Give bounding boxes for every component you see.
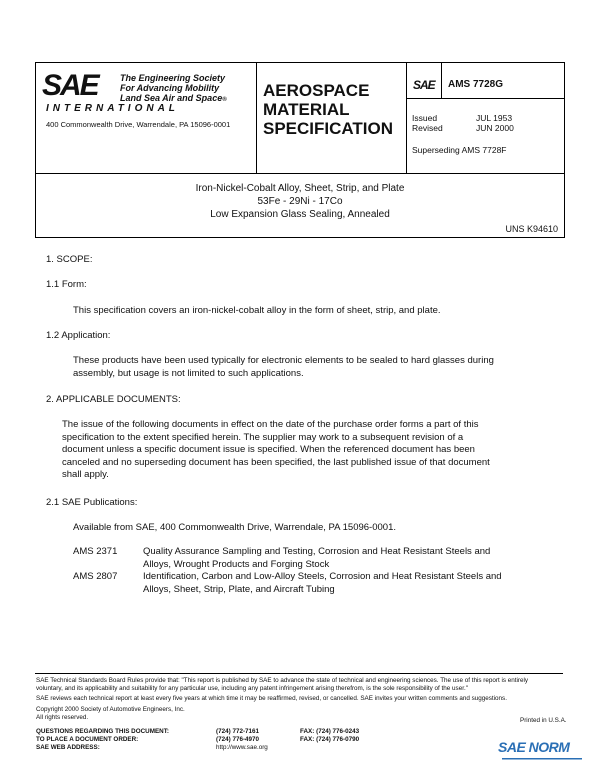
section-scope-heading: 1. SCOPE: xyxy=(46,254,93,265)
applicable-docs-paragraph: The issue of the following documents in effect on the date of the purchase order forms a part of this specification to the extent specified herein. The supplier may work to a subsequent revision of a document unless a specific document issue is specified. When the referenced document has been canceled and no superseding document has been specified, the last published issue of that document shall apply. xyxy=(62,419,490,480)
questions-phone: (724) 772-7161 xyxy=(216,728,260,735)
sae-logo: SAE xyxy=(42,69,98,102)
questions-fax: FAX: (724) 776-0243 xyxy=(300,728,360,735)
ref-title: Identification, Carbon and Low-Alloy Steels, Corrosion and Heat Resistant Steels and Alloys, Sheet, Strip, Plate, and Aircraft Tubing xyxy=(143,571,502,595)
section-form-heading: 1.1 Form: xyxy=(46,279,87,290)
sae-norm-watermark: SAE NORM xyxy=(498,739,570,755)
web-label: SAE WEB ADDRESS: xyxy=(36,744,100,751)
doc-type-title: AEROSPACE MATERIAL SPECIFICATION xyxy=(263,81,394,138)
superseding-note: Superseding AMS 7728F xyxy=(412,145,507,155)
ref-id: AMS 2807 xyxy=(73,571,118,582)
divider xyxy=(441,63,442,98)
issued-label: Issued xyxy=(412,113,438,123)
issued-value: JUL 1953 xyxy=(476,113,513,123)
title-block xyxy=(35,172,565,238)
printed-in: Printed in U.S.A. xyxy=(520,717,567,724)
divider xyxy=(406,63,407,173)
revised-label: Revised xyxy=(412,123,443,133)
section-sae-publications-heading: 2.1 SAE Publications: xyxy=(46,497,138,508)
section-application-text-2: assembly, but usage is not limited to such applications. xyxy=(73,368,304,379)
title-line-3: Low Expansion Glass Sealing, Annealed xyxy=(210,209,390,220)
footer-disclaimer: SAE Technical Standards Board Rules provide that: "This report is published by SAE to advance the state of technical and engineering sciences. The use of this report is entirely voluntary, and its applicability and suitability for any particular use, including any patent infringement arising therefrom, is the sole responsibility of the user." SAE reviews each technical report at least every five years at which time it may be reaffirmed, revised, or cancelled. SAE invites your written comments and suggestions. Copyright 2000 Society of Automotive Engineers, Inc. All rights reserved. xyxy=(36,677,529,721)
sae-tagline: The Engineering Society For Advancing Mobility Land Sea Air and Space® xyxy=(120,73,227,103)
order-phone: (724) 776-4970 xyxy=(216,736,260,743)
section-applicable-docs-heading: 2. APPLICABLE DOCUMENTS: xyxy=(46,394,181,405)
order-label: TO PLACE A DOCUMENT ORDER: xyxy=(36,736,139,743)
section-application-text-1: These products have been used typically for electronic elements to be sealed to hard glasses during xyxy=(73,355,494,366)
section-form-text: This specification covers an iron-nickel-cobalt alloy in the form of sheet, strip, and plate. xyxy=(73,305,441,316)
web-url[interactable]: http://www.sae.org xyxy=(216,744,268,751)
sae-address: 400 Commonwealth Drive, Warrendale, PA 15096-0001 xyxy=(46,120,231,129)
footer-divider xyxy=(35,673,563,674)
divider xyxy=(256,63,257,173)
divider xyxy=(406,98,564,99)
header-box xyxy=(35,62,565,174)
revised-value: JUN 2000 xyxy=(476,123,514,133)
ams-number: AMS 7728G xyxy=(448,79,504,90)
title-line-2: 53Fe - 29Ni - 17Co xyxy=(257,196,343,207)
sae-small-logo: SAE xyxy=(413,78,435,92)
sae-availability-text: Available from SAE, 400 Commonwealth Drive, Warrendale, PA 15096-0001. xyxy=(73,522,396,533)
title-line-1: Iron-Nickel-Cobalt Alloy, Sheet, Strip, and Plate xyxy=(195,183,405,194)
order-fax: FAX: (724) 776-0790 xyxy=(300,736,360,743)
ref-title: Quality Assurance Sampling and Testing, Corrosion and Heat Resistant Steels and Alloys, Wrought Products and Forging Stock xyxy=(143,546,491,570)
watermark-underline xyxy=(502,757,582,761)
international-label: INTERNATIONAL xyxy=(46,103,179,114)
ref-id: AMS 2371 xyxy=(73,546,118,557)
uns-number: UNS K94610 xyxy=(505,224,558,234)
section-application-heading: 1.2 Application: xyxy=(46,330,111,341)
questions-label: QUESTIONS REGARDING THIS DOCUMENT: xyxy=(36,728,169,735)
